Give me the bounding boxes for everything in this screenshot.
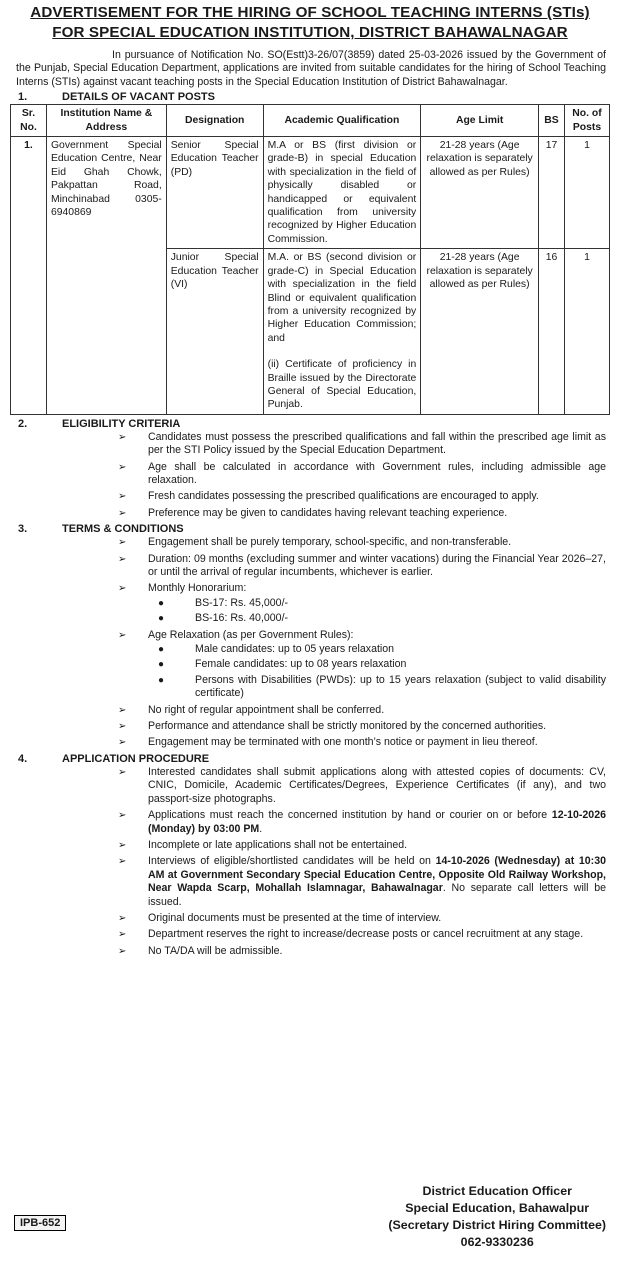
intro-paragraph: In pursuance of Notification No. SO(Estt)3-26/07(3859) dated 25-03-2026 issued by the Government of the Punjab, Special Education Department, applications are invited from suitable candidates for the hiring of School Teaching Interns (STIs) against vacant teaching posts in the Special Education Institution of District Bahawalnagar. <box>16 49 606 88</box>
interview-details: 14-10-2026 (Wednesday) at 10:30 AM at Government Secondary Special Education Centre, Opposite Old Railway Workshop, Near Wapda Scarp, Mohallah Islamnagar, Bahawalnagar <box>148 855 606 895</box>
arrow-bullet-icon: ➢ <box>118 929 127 941</box>
vacant-posts-table <box>10 104 610 415</box>
cell-posts: 1 <box>564 137 609 249</box>
cell-sr: 1. <box>11 137 47 415</box>
dot-bullet-icon: ● <box>158 597 165 609</box>
list-item: ➢ Duration: 09 months (excluding summer and winter vacations) during the Financial Year 2026–27, or until the arrival of regular incumbents, whichever is earlier. <box>118 552 606 578</box>
arrow-bullet-icon: ➢ <box>118 491 127 503</box>
list-item: ➢ Interested candidates shall submit applications along with attested copies of documents: CV, CNIC, Domicile, Academic Certificates/Degrees, Experience Certificates (if any), and two passport-size photographs. <box>118 765 606 805</box>
list-item: ➢ Performance and attendance shall be strictly monitored by the concerned authorities. <box>118 720 547 733</box>
section-title: DETAILS OF VACANT POSTS <box>62 91 215 104</box>
list-item: ➢ Age Relaxation (as per Government Rules): ● Male candidates: up to 05 years relaxation ● Female candidates: up to 08 years relaxation ● Persons with Disabilities (PWDs): up to 15 years relaxation (subject to valid disability certificate) <box>10 629 610 701</box>
arrow-bullet-icon: ➢ <box>118 583 127 595</box>
dot-bullet-icon: ● <box>158 644 165 656</box>
section-number: 3. <box>18 523 28 536</box>
cell-designation: Junior Special Education Teacher (VI) <box>166 249 263 414</box>
list-item: ➢ Engagement shall be purely temporary, school-specific, and non-transferable. <box>118 536 512 549</box>
cell-qualification <box>263 249 421 414</box>
list-item: ➢ No TA/DA will be admissible. <box>118 944 283 957</box>
list-item: ➢ Applications must reach the concerned institution by hand or courier on or before 12-10-2026 (Monday) by 03:00 PM. <box>118 809 606 835</box>
ad-code-badge: IPB-652 <box>14 1215 66 1231</box>
list-item: ● Female candidates: up to 08 years relaxation <box>158 658 407 671</box>
header-designation: Designation <box>166 105 263 137</box>
section-number: 2. <box>18 417 28 430</box>
arrow-bullet-icon: ➢ <box>118 839 127 851</box>
list-item: ➢ Fresh candidates possessing the prescribed qualifications are encouraged to apply. <box>118 490 539 503</box>
cell-age: 21-28 years (Age relaxation is separately allowed as per Rules) <box>421 137 539 249</box>
header-bs: BS <box>539 105 565 137</box>
section-number: 4. <box>18 752 28 765</box>
header-posts: No. of Posts <box>564 105 609 137</box>
arrow-bullet-icon: ➢ <box>118 856 127 868</box>
arrow-bullet-icon: ➢ <box>118 629 127 641</box>
cell-designation: Senior Special Education Teacher (PD) <box>166 137 263 249</box>
signature-block <box>388 1183 606 1251</box>
cell-institution: Government Special Education Centre, Near Eid Ghah Chowk, Pakpattan Road, Minchinabad 0305-6940869 <box>46 137 166 415</box>
age-relaxation-list <box>148 643 606 701</box>
table-header-row <box>11 105 610 137</box>
cell-qualification: M.A or BS (first division or grade-B) in special Education with specialization in the field of physically disabled or handicapped or equivalent qualification from university recognized by Higher Education Commission. <box>263 137 421 249</box>
list-item: ● BS-17: Rs. 45,000/- <box>158 596 289 609</box>
header-qualification: Academic Qualification <box>263 105 421 137</box>
signature-committee: (Secretary District Hiring Committee) <box>388 1218 606 1232</box>
signature-office: Special Education, Bahawalpur <box>405 1201 590 1215</box>
list-item: ➢ Preference may be given to candidates having relevant teaching experience. <box>118 506 508 519</box>
arrow-bullet-icon: ➢ <box>118 704 127 716</box>
list-item: ● Persons with Disabilities (PWDs): up to 15 years relaxation (subject to valid disability certificate) <box>158 673 606 700</box>
dot-bullet-icon: ● <box>158 613 165 625</box>
list-item: ➢ Interviews of eligible/shortlisted candidates will be held on 14-10-2026 (Wednesday) at 10:30 AM at Government Secondary Special Education Centre, Opposite Old Railway Workshop, Near Wapda Scarp, Mohallah Islamnagar, Bahawalnagar. No separate call letters will be issued. <box>118 855 606 908</box>
section-title: TERMS & CONDITIONS <box>62 523 184 536</box>
arrow-bullet-icon: ➢ <box>118 431 127 443</box>
table-row <box>11 137 610 249</box>
arrow-bullet-icon: ➢ <box>118 721 127 733</box>
qualification-braille: (ii) Certificate of proficiency in Braille issued by the Directorate General of Special Education, Punjab. <box>267 359 417 411</box>
list-item: ➢ Monthly Honorarium: ● BS-17: Rs. 45,000/- ● BS-16: Rs. 40,000/- <box>10 582 610 625</box>
arrow-bullet-icon: ➢ <box>118 810 127 822</box>
section-number: 1. <box>18 91 28 104</box>
section-1-heading <box>10 91 610 104</box>
list-item: ➢ No right of regular appointment shall be conferred. <box>118 703 385 716</box>
arrow-bullet-icon: ➢ <box>118 912 127 924</box>
cell-age: 21-28 years (Age relaxation is separately allowed as per Rules) <box>421 249 539 414</box>
section-4-heading <box>10 753 610 766</box>
header-sr: Sr. No. <box>11 105 47 137</box>
arrow-bullet-icon: ➢ <box>118 766 127 778</box>
list-item: ➢ Age shall be calculated in accordance with Government rules, including admissible age relaxation. <box>118 460 606 486</box>
deadline-date: 12-10-2026 (Monday) by 03:00 PM <box>148 809 606 835</box>
cell-bs: 17 <box>539 137 565 249</box>
dot-bullet-icon: ● <box>158 674 165 686</box>
terms-list <box>10 536 610 750</box>
list-item: ● Male candidates: up to 05 years relaxation <box>158 643 395 656</box>
title-line-1: ADVERTISEMENT FOR THE HIRING OF SCHOOL TEACHING INTERNS (STIs) <box>30 4 590 21</box>
arrow-bullet-icon: ➢ <box>118 553 127 565</box>
advertisement-page <box>10 0 610 958</box>
procedure-list <box>10 766 610 958</box>
header-institution: Institution Name & Address <box>46 105 166 137</box>
section-3-heading <box>10 523 610 536</box>
list-item: ● BS-16: Rs. 40,000/- <box>158 612 289 625</box>
list-item: ➢ Department reserves the right to increase/decrease posts or cancel recruitment at any stage. <box>118 928 584 941</box>
signature-phone: 062-9330236 <box>460 1235 534 1249</box>
arrow-bullet-icon: ➢ <box>118 737 127 749</box>
arrow-bullet-icon: ➢ <box>118 945 127 957</box>
list-item: ➢ Candidates must possess the prescribed qualifications and fall within the prescribed age limit as per the STI Policy issued by the Special Education Department. <box>118 430 606 457</box>
list-item: ➢ Incomplete or late applications shall not be entertained. <box>118 838 408 851</box>
arrow-bullet-icon: ➢ <box>118 461 127 473</box>
arrow-bullet-icon: ➢ <box>118 507 127 519</box>
eligibility-list <box>10 431 610 520</box>
header-age: Age Limit <box>421 105 539 137</box>
section-title: ELIGIBILITY CRITERIA <box>62 417 181 430</box>
honorarium-list <box>148 597 606 626</box>
signature-title: District Education Officer <box>422 1184 572 1198</box>
cell-bs: 16 <box>539 249 565 414</box>
section-2-heading <box>10 418 610 431</box>
section-title: APPLICATION PROCEDURE <box>62 752 210 765</box>
cell-posts: 1 <box>564 249 609 414</box>
list-item: ➢ Original documents must be presented at the time of interview. <box>118 911 442 924</box>
title-line-2: FOR SPECIAL EDUCATION INSTITUTION, DISTRICT BAHAWALNAGAR <box>52 24 568 41</box>
dot-bullet-icon: ● <box>158 659 165 671</box>
qualification-text: M.A. or BS (second division or grade-C) in Special Education with specialization in the field Blind or equivalent qualification from a university recognized by Higher Education Commission; and <box>267 252 417 344</box>
arrow-bullet-icon: ➢ <box>118 537 127 549</box>
list-item: ➢ Engagement may be terminated with one month’s notice or payment in lieu thereof. <box>118 736 538 749</box>
